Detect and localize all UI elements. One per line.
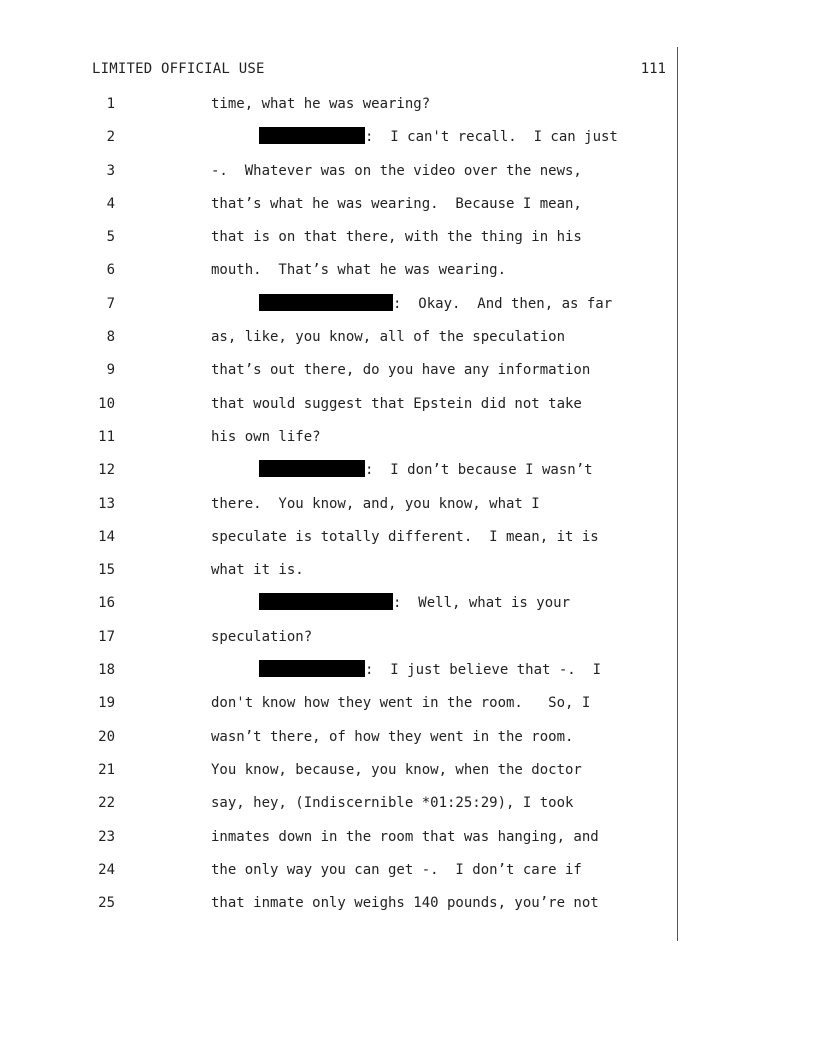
line-text <box>259 127 618 147</box>
line-content: : I just believe that -. I <box>365 662 602 679</box>
transcript-body <box>0 94 816 926</box>
line-content: -. Whatever was on the video over the news, <box>211 162 582 179</box>
speaker-name-redaction <box>259 294 393 311</box>
line-content: inmates down in the room that was hanging, and <box>211 828 599 845</box>
line-text <box>211 260 506 280</box>
transcript-line <box>0 593 816 626</box>
transcript-line <box>0 860 816 893</box>
line-number: 25 <box>98 895 115 912</box>
line-content: speculation? <box>211 628 313 645</box>
line-content: the only way you can get -. I don’t care if <box>211 861 582 878</box>
line-text <box>211 760 582 780</box>
line-content: that is on that there, with the thing in his <box>211 229 582 246</box>
transcript-line <box>0 494 816 527</box>
speaker-name-redaction <box>259 127 365 144</box>
transcript-line <box>0 793 816 826</box>
line-content: speculate is totally different. I mean, it is <box>211 528 599 545</box>
line-text <box>211 727 573 747</box>
line-content: : Okay. And then, as far <box>393 295 613 312</box>
line-content: that would suggest that Epstein did not take <box>211 395 582 412</box>
line-content: wasn’t there, of how they went in the room. <box>211 728 574 745</box>
transcript-line <box>0 693 816 726</box>
line-number: 21 <box>98 761 115 778</box>
line-number: 22 <box>98 795 115 812</box>
line-text <box>211 161 582 181</box>
line-content: there. You know, and, you know, what I <box>211 495 540 512</box>
speaker-name-redaction <box>259 460 365 477</box>
line-content: : Well, what is your <box>393 595 571 612</box>
line-text <box>211 627 312 647</box>
line-number: 7 <box>106 295 115 312</box>
line-text <box>211 327 565 347</box>
transcript-line <box>0 460 816 493</box>
transcript-line <box>0 727 816 760</box>
line-text <box>211 827 599 847</box>
page-number: 111 <box>640 61 666 77</box>
line-number: 14 <box>98 528 115 545</box>
line-text <box>259 660 601 680</box>
line-number: 18 <box>98 662 115 679</box>
line-number: 10 <box>98 395 115 412</box>
transcript-line <box>0 227 816 260</box>
transcript-line <box>0 827 816 860</box>
line-text <box>211 860 582 880</box>
line-number: 20 <box>98 728 115 745</box>
transcript-line <box>0 260 816 293</box>
line-number: 3 <box>106 162 115 179</box>
line-text <box>211 194 582 214</box>
transcript-line <box>0 127 816 160</box>
transcript-line <box>0 294 816 327</box>
line-number: 24 <box>98 861 115 878</box>
line-content: that’s what he was wearing. Because I mean, <box>211 195 582 212</box>
transcript-line <box>0 394 816 427</box>
line-content: that’s out there, do you have any information <box>211 362 591 379</box>
line-content: You know, because, you know, when the doctor <box>211 761 582 778</box>
line-number: 2 <box>106 129 115 146</box>
line-number: 9 <box>106 362 115 379</box>
line-text <box>211 560 304 580</box>
line-text <box>211 427 321 447</box>
line-content: that inmate only weighs 140 pounds, you’re not <box>211 895 599 912</box>
line-content: don't know how they went in the room. So, I <box>211 695 591 712</box>
transcript-line <box>0 327 816 360</box>
transcript-line <box>0 660 816 693</box>
transcript-line <box>0 893 816 926</box>
line-text <box>259 460 593 480</box>
line-text <box>259 593 570 613</box>
line-content: : I don’t because I wasn’t <box>365 462 593 479</box>
line-text <box>211 494 540 514</box>
transcript-line <box>0 427 816 460</box>
line-number: 8 <box>106 329 115 346</box>
line-number: 5 <box>106 229 115 246</box>
transcript-line <box>0 360 816 393</box>
line-text <box>211 360 590 380</box>
line-text <box>211 94 430 114</box>
line-text <box>259 294 612 314</box>
transcript-line <box>0 94 816 127</box>
transcript-line <box>0 760 816 793</box>
line-number: 11 <box>98 428 115 445</box>
speaker-name-redaction <box>259 593 393 610</box>
line-content: what it is. <box>211 562 304 579</box>
line-text <box>211 227 582 247</box>
line-content: say, hey, (Indiscernible *01:25:29), I took <box>211 795 574 812</box>
line-number: 19 <box>98 695 115 712</box>
line-content: : I can't recall. I can just <box>365 129 618 146</box>
line-content: as, like, you know, all of the speculation <box>211 329 566 346</box>
transcript-line <box>0 527 816 560</box>
transcript-line <box>0 194 816 227</box>
line-text <box>211 394 582 414</box>
classification-header: LIMITED OFFICIAL USE <box>92 61 265 77</box>
line-number: 16 <box>98 595 115 612</box>
line-text <box>211 693 590 713</box>
line-content: time, what he was wearing? <box>211 96 431 112</box>
line-number: 23 <box>98 828 115 845</box>
line-content: his own life? <box>211 428 321 445</box>
line-content: mouth. That’s what he was wearing. <box>211 262 507 279</box>
line-number: 12 <box>98 462 115 479</box>
line-text <box>211 893 599 913</box>
line-number: 1 <box>106 96 115 112</box>
transcript-line <box>0 560 816 593</box>
transcript-line <box>0 161 816 194</box>
speaker-name-redaction <box>259 660 365 677</box>
line-number: 15 <box>98 562 115 579</box>
line-number: 4 <box>106 195 115 212</box>
transcript-line <box>0 627 816 660</box>
line-text <box>211 527 599 547</box>
line-number: 17 <box>98 628 115 645</box>
line-text <box>211 793 573 813</box>
line-number: 6 <box>106 262 115 279</box>
line-number: 13 <box>98 495 115 512</box>
